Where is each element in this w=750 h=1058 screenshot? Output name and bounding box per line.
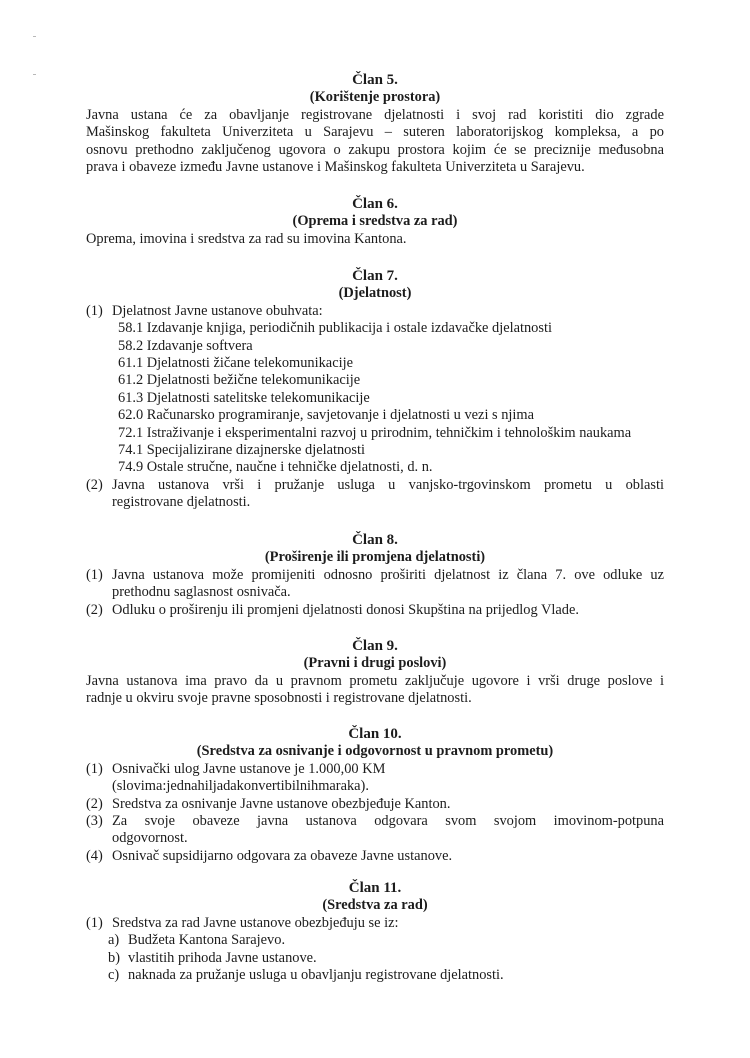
item-line: registrovane djelatnosti. bbox=[112, 494, 251, 511]
activity-code-line: 72.1 Istraživanje i eksperimentalni razvoj u prirodnim, tehničkim i tehnološkim naukama bbox=[118, 424, 632, 441]
article-title: Član 8. bbox=[352, 532, 398, 548]
paragraph-line: Javna ustanova ima pravo da u pravnom prometu zaključuje ugovore i vrši druge poslove i bbox=[86, 672, 664, 689]
article-title: Član 11. bbox=[348, 880, 402, 896]
activity-codes bbox=[86, 320, 664, 477]
item-number: (4) bbox=[86, 847, 103, 864]
item-number: (2) bbox=[86, 601, 103, 618]
paragraph-line: prava i obaveze između Javne ustanove i Mašinskog fakulteta Univerziteta u Sarajevu. bbox=[86, 159, 585, 176]
item-letter: c) bbox=[108, 967, 120, 984]
activity-code-line: 74.9 Ostale stručne, naučne i tehničke djelatnosti, d. n. bbox=[118, 459, 433, 476]
item-number: (2) bbox=[86, 795, 103, 812]
article-title: Član 10. bbox=[348, 726, 402, 742]
article-title: Član 9. bbox=[352, 638, 398, 654]
lettered-item bbox=[86, 967, 664, 984]
list-item bbox=[86, 796, 664, 813]
lettered-item bbox=[86, 950, 664, 967]
item-line: odgovornost. bbox=[112, 830, 188, 847]
item-text: Budžeta Kantona Sarajevo. bbox=[128, 932, 286, 949]
list-item bbox=[86, 761, 664, 796]
activity-code-line: 61.2 Djelatnosti bežične telekomunikacije bbox=[118, 372, 361, 389]
lettered-item bbox=[86, 932, 664, 949]
activity-code-line: 61.3 Djelatnosti satelitske telekomunikacije bbox=[118, 389, 370, 406]
item-letter: a) bbox=[108, 932, 120, 949]
item-line: Osnivački ulog Javne ustanove je 1.000,00 KM bbox=[112, 760, 386, 777]
article-5 bbox=[86, 72, 664, 176]
article-subtitle: (Djelatnost) bbox=[338, 285, 412, 302]
list-item bbox=[86, 303, 664, 320]
item-number: (1) bbox=[86, 760, 103, 777]
item-text: Odluku o proširenju ili promjeni djelatnosti donosi Skupština na prijedlog Vlade. bbox=[112, 601, 579, 618]
list-item bbox=[86, 602, 664, 619]
item-line: Javna ustanova može promijeniti odnosno proširiti djelatnost iz člana 7. ove odluke uz bbox=[112, 566, 664, 583]
scan-speck bbox=[33, 74, 36, 75]
item-number: (2) bbox=[86, 476, 103, 493]
list-item bbox=[86, 567, 664, 602]
list-item bbox=[86, 813, 664, 848]
activity-code-line: 58.2 Izdavanje softvera bbox=[118, 337, 253, 354]
article-subtitle: (Sredstva za rad) bbox=[322, 897, 428, 914]
item-line: prethodnu saglasnost osnivača. bbox=[112, 584, 291, 601]
article-subtitle: (Proširenje ili promjena djelatnosti) bbox=[264, 549, 486, 566]
item-line: Javna ustanova vrši i pružanje usluga u vanjsko-trgovinskom prometu u oblasti bbox=[112, 476, 664, 493]
article-title: Član 5. bbox=[352, 72, 398, 88]
article-11 bbox=[86, 880, 664, 984]
item-number: (1) bbox=[86, 914, 103, 931]
activity-code-line: 62.0 Računarsko programiranje, savjetovanje i djelatnosti u vezi s njima bbox=[118, 407, 535, 424]
list-item bbox=[86, 477, 664, 512]
article-subtitle: (Sredstva za osnivanje i odgovornost u pravnom prometu) bbox=[196, 743, 554, 760]
list-item bbox=[86, 915, 664, 932]
item-text: Djelatnost Javne ustanove obuhvata: bbox=[112, 302, 323, 319]
item-letter: b) bbox=[108, 949, 120, 966]
scan-speck bbox=[33, 36, 36, 37]
item-text: vlastitih prihoda Javne ustanove. bbox=[128, 949, 317, 966]
article-subtitle: (Oprema i sredstva za rad) bbox=[292, 213, 458, 230]
item-text: Sredstva za osnivanje Javne ustanove obezbjeđuje Kanton. bbox=[112, 795, 451, 812]
item-number: (1) bbox=[86, 566, 103, 583]
article-title: Član 7. bbox=[352, 268, 398, 284]
activity-code-line: 58.1 Izdavanje knjiga, periodičnih publikacija i ostale izdavačke djelatnosti bbox=[118, 320, 552, 337]
article-paragraph bbox=[86, 107, 664, 177]
paragraph-line: Javna ustana će za obavljanje registrovane djelatnosti i svoj rad koristiti dio zgrade bbox=[86, 106, 664, 123]
paragraph-line: Mašinskog fakulteta Univerziteta u Sarajevu – suteren laboratorijskog kompleksa, a po bbox=[86, 124, 664, 141]
article-paragraph: Oprema, imovina i sredstva za rad su imovina Kantona. bbox=[86, 230, 407, 247]
article-subtitle: (Korištenje prostora) bbox=[309, 89, 441, 106]
paragraph-line: osnovu prethodno zaključenog ugovora o zakupu prostora kojim će se preciznije međusobna bbox=[86, 141, 664, 158]
item-line: Za svoje obaveze javna ustanova odgovara svom svojom imovinom-potpuna bbox=[112, 813, 664, 830]
article-9 bbox=[86, 638, 664, 708]
item-number: (1) bbox=[86, 302, 103, 319]
article-7 bbox=[86, 268, 664, 512]
article-title: Član 6. bbox=[352, 196, 398, 212]
article-paragraph bbox=[86, 673, 664, 708]
item-number: (3) bbox=[86, 813, 103, 830]
activity-code-line: 74.1 Specijalizirane dizajnerske djelatnosti bbox=[118, 442, 365, 459]
article-10 bbox=[86, 726, 664, 865]
item-text: naknada za pružanje usluga u obavljanju registrovane djelatnosti. bbox=[128, 967, 504, 984]
item-text: Osnivač supsidijarno odgovara za obaveze Javne ustanove. bbox=[112, 847, 453, 864]
item-line: (slovima:jednahiljadakonvertibilnihmaraka). bbox=[112, 778, 369, 795]
item-text: Sredstva za rad Javne ustanove obezbjeđuju se iz: bbox=[112, 914, 399, 931]
activity-code-line: 61.1 Djelatnosti žičane telekomunikacije bbox=[118, 355, 353, 372]
paragraph-line: radnje u okviru svoje pravne sposobnosti i registrovane djelatnosti. bbox=[86, 690, 472, 707]
list-item bbox=[86, 848, 664, 865]
article-8 bbox=[86, 532, 664, 619]
article-6 bbox=[86, 196, 664, 248]
article-subtitle: (Pravni i drugi poslovi) bbox=[303, 655, 447, 672]
